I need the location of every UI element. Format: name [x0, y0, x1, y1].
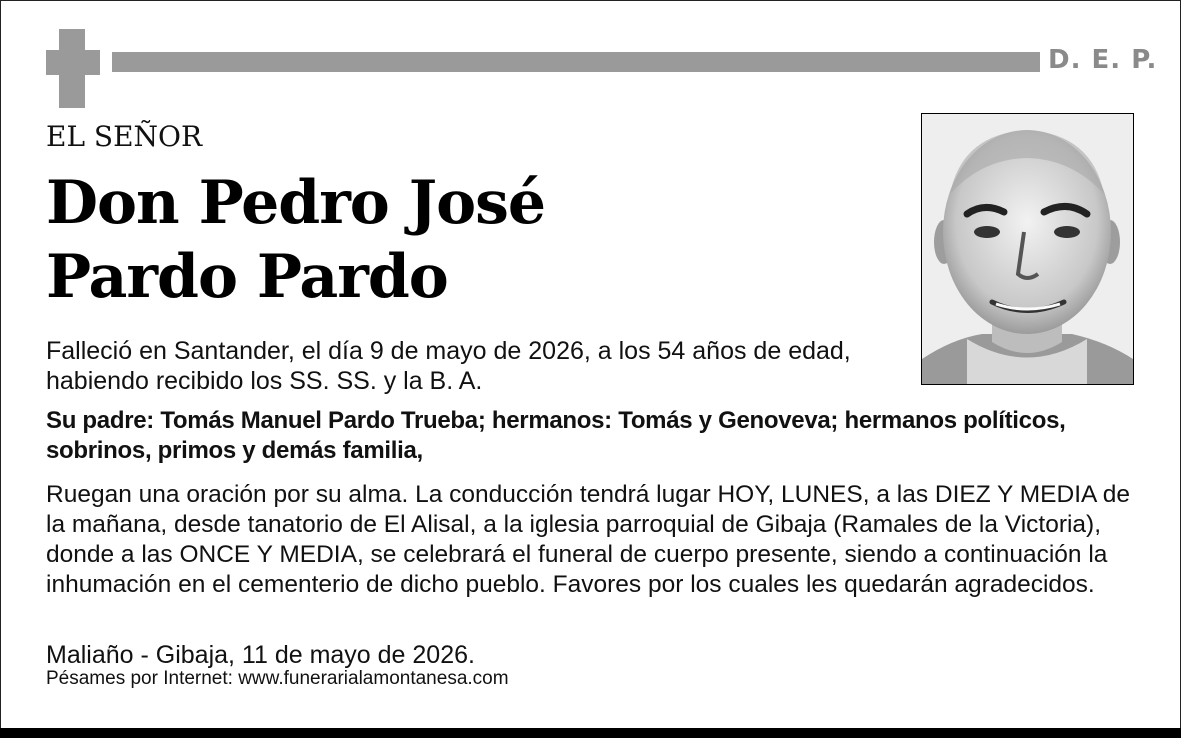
ceremony-details: Ruegan una oración por su alma. La conducción tendrá lugar HOY, LUNES, a las DIEZ Y MEDIA de la mañana, desde tanatorio de El Alisal, a la iglesia parroquial de Gibaja (Ramales de la Victoria), donde a las ONCE Y MEDIA, se celebrará el funeral de cuerpo presente, siendo a continuación la inhumación en el cementerio de dicho pueblo. Favores por los cuales les quedarán agradecidos. [46, 481, 1131, 598]
death-info: Falleció en Santander, el día 9 de mayo de 2026, a los 54 años de edad, habiendo recibido los SS. SS. y la B. A. [46, 337, 851, 395]
condolences-link[interactable]: Pésames por Internet: www.funerarialamontanesa.com [46, 668, 509, 689]
honorific: EL SEÑOR [46, 120, 203, 153]
portrait-illustration [922, 114, 1133, 384]
cross-horizontal-bar [46, 50, 100, 75]
family-list: Su padre: Tomás Manuel Pardo Trueba; hermanos: Tomás y Genoveva; hermanos políticos, sobrinos, primos y demás familia, [46, 407, 1066, 464]
portrait-photo [921, 113, 1134, 385]
header-rule [112, 52, 1040, 72]
place-date: Maliaño - Gibaja, 11 de mayo de 2026. [46, 641, 475, 669]
deceased-name [46, 166, 545, 314]
cross-icon [46, 29, 100, 108]
dep-label: D. E. P. [1048, 45, 1158, 75]
bottom-border [0, 728, 1181, 738]
name-line-1: Don Pedro José [46, 168, 546, 238]
name-line-2: Pardo Pardo [46, 242, 448, 312]
